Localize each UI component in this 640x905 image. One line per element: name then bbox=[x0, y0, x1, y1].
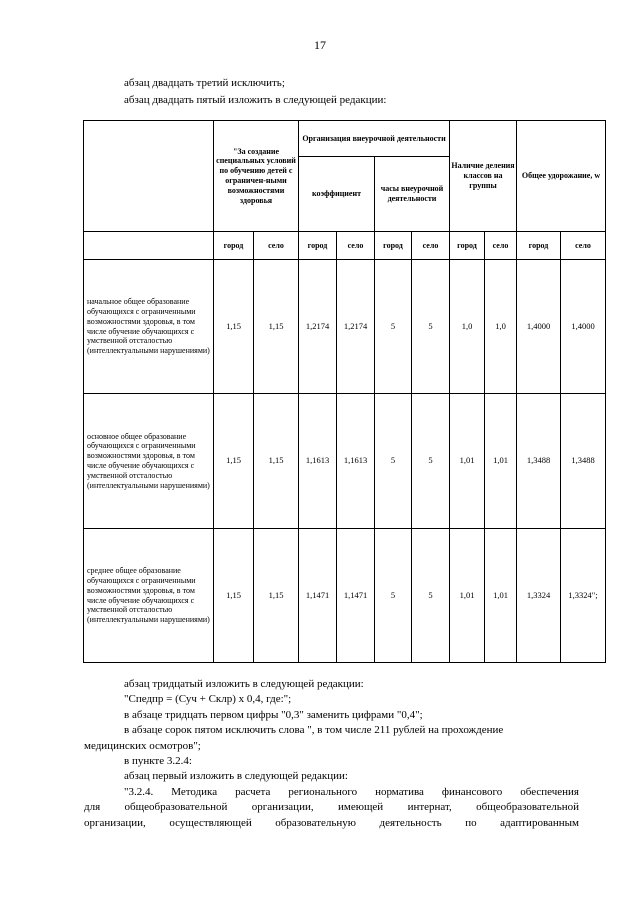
row-label: начальное общее образование обучающихся с ограниченными возможностями здоровья, в том числе обучение обучающихся с умственной отсталостью (интеллектуальными нарушениями) bbox=[84, 260, 214, 394]
value-cell: 1,15 bbox=[214, 529, 254, 663]
amendment-text bbox=[84, 677, 579, 831]
value-cell: 1,1471 bbox=[299, 529, 337, 663]
value-cell: 5 bbox=[375, 529, 412, 663]
subheader-cell: село bbox=[412, 232, 450, 260]
paragraph: в пункте 3.2.4: bbox=[124, 755, 192, 768]
value-cell: 5 bbox=[375, 394, 412, 529]
paragraph: "Спедпр = (Суч + Склр) x 0,4, где:"; bbox=[124, 693, 292, 706]
value-cell: 1,2174 bbox=[337, 260, 375, 394]
value-cell: 1,0 bbox=[450, 260, 485, 394]
header-coefficient: коэффициент bbox=[299, 157, 375, 232]
paragraph: медицинских осмотров"; bbox=[84, 739, 201, 752]
value-cell: 1,01 bbox=[450, 394, 485, 529]
value-cell: 1,1471 bbox=[337, 529, 375, 663]
header-hours: часы внеурочной деятельности bbox=[375, 157, 450, 232]
table-row bbox=[84, 394, 606, 529]
value-cell: 1,3324 bbox=[517, 529, 561, 663]
table-row bbox=[84, 529, 606, 663]
paragraph: "3.2.4. Методика расчета регионального норматива финансового обеспечения bbox=[124, 785, 579, 798]
subheader-empty bbox=[84, 232, 214, 260]
paragraph: в абзаце сорок пятом исключить слова ", в том числе 211 рублей на прохождение bbox=[124, 724, 504, 737]
value-cell: 1,1613 bbox=[337, 394, 375, 529]
value-cell: 1,15 bbox=[254, 394, 299, 529]
value-cell: 1,4000 bbox=[517, 260, 561, 394]
paragraph: абзац тридцатый изложить в следующей редакции: bbox=[124, 678, 364, 690]
value-cell: 1,15 bbox=[214, 260, 254, 394]
subheader-cell: город bbox=[214, 232, 254, 260]
value-cell: 1,3324"; bbox=[561, 529, 606, 663]
value-cell: 1,15 bbox=[214, 394, 254, 529]
subheader-cell: город bbox=[517, 232, 561, 260]
subheader-cell: город bbox=[450, 232, 485, 260]
intro-line-1: абзац двадцать третий исключить; bbox=[124, 77, 285, 89]
subheader-cell: село bbox=[485, 232, 517, 260]
table-row bbox=[84, 260, 606, 394]
value-cell: 1,01 bbox=[485, 529, 517, 663]
subheader-cell: село bbox=[561, 232, 606, 260]
row-label: основное общее образование обучающихся с ограниченными возможностями здоровья, в том числе обучение обучающихся с умственной отсталостью (интеллектуальными нарушениями) bbox=[84, 394, 214, 529]
value-cell: 5 bbox=[412, 260, 450, 394]
value-cell: 1,01 bbox=[450, 529, 485, 663]
value-cell: 5 bbox=[412, 529, 450, 663]
value-cell: 1,4000 bbox=[561, 260, 606, 394]
subheader-cell: город bbox=[375, 232, 412, 260]
paragraph: организации, осуществляющей образовательную деятельность по адаптированным bbox=[84, 816, 579, 829]
paragraph: абзац первый изложить в следующей редакции: bbox=[124, 770, 348, 783]
value-cell: 1,15 bbox=[254, 260, 299, 394]
value-cell: 5 bbox=[412, 394, 450, 529]
value-cell: 1,01 bbox=[485, 394, 517, 529]
value-cell: 1,0 bbox=[485, 260, 517, 394]
intro-line-2: абзац двадцать пятый изложить в следующей редакции: bbox=[124, 94, 387, 106]
value-cell: 5 bbox=[375, 260, 412, 394]
value-cell: 1,15 bbox=[254, 529, 299, 663]
subheader-cell: город bbox=[299, 232, 337, 260]
subheader-cell: село bbox=[337, 232, 375, 260]
coefficient-table bbox=[83, 120, 606, 663]
table-corner-cell bbox=[84, 121, 214, 232]
paragraph: в абзаце тридцать первом цифры "0,3" заменить цифрами "0,4"; bbox=[124, 708, 423, 721]
header-total-increase: Общее удорожание, w bbox=[517, 121, 606, 232]
row-label: среднее общее образование обучающихся с ограниченными возможностями здоровья, в том числе обучение обучающихся с умственной отсталостью (интеллектуальными нарушениями) bbox=[84, 529, 214, 663]
value-cell: 1,3488 bbox=[517, 394, 561, 529]
value-cell: 1,1613 bbox=[299, 394, 337, 529]
value-cell: 1,3488 bbox=[561, 394, 606, 529]
header-class-division: Наличие деления классов на группы bbox=[450, 121, 517, 232]
header-special-conditions: "За создание специальных условий по обучению детей с ограничен-ными возможностями здоровья bbox=[214, 121, 299, 232]
subheader-cell: село bbox=[254, 232, 299, 260]
page-number: 17 bbox=[314, 38, 326, 52]
paragraph: для общеобразовательной организации, имеющей интернат, общеобразовательной bbox=[84, 801, 579, 814]
value-cell: 1,2174 bbox=[299, 260, 337, 394]
header-extracurricular: Организация внеурочной деятельности bbox=[299, 121, 450, 157]
